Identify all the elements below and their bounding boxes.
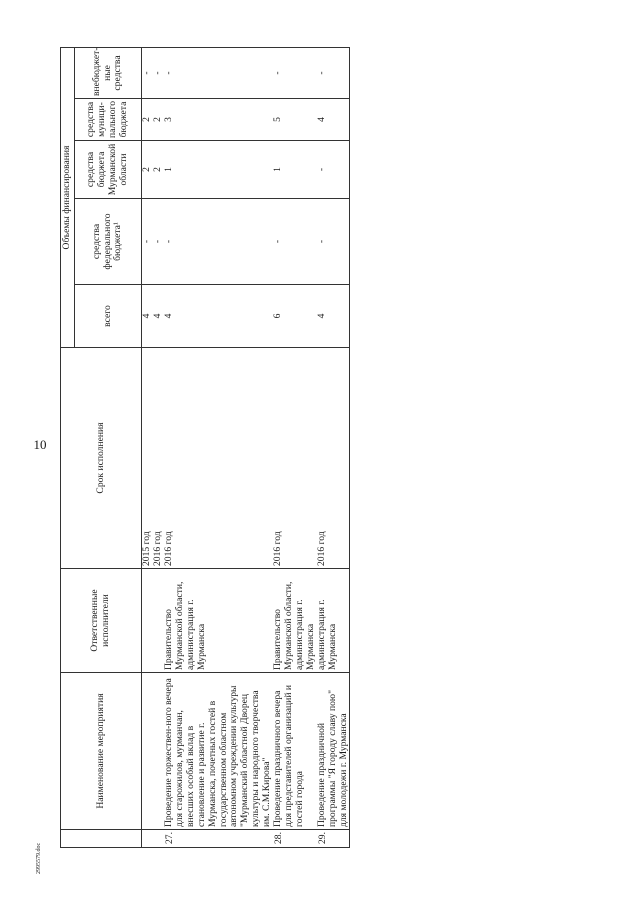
row-name: Проведение праздничной программы "Я городу славу пою" для молодежи г. Мурманска [317, 673, 350, 830]
row-municipal: 5 [273, 99, 317, 141]
municipal-2016: 2 [152, 117, 163, 122]
row-total: 4 [164, 285, 273, 348]
row-name: Проведение праздничного вечера для представителей организаций и гостей города [273, 673, 317, 830]
cell-municipal [142, 99, 165, 141]
page-number: 10 [33, 437, 47, 452]
row-number: 28. [273, 830, 317, 848]
funding-table [60, 47, 350, 848]
header-municipal: средства муници-пального бюджета [75, 99, 142, 141]
header-extra: внебюджет-ные средства [75, 47, 142, 98]
total-2016: 4 [152, 313, 163, 319]
table-row-27 [164, 47, 273, 847]
regional-2015: 2 [141, 167, 152, 172]
extra-2015: - [141, 71, 152, 75]
row-federal: - [164, 199, 273, 285]
header-name: Наименование мероприятия [61, 673, 142, 830]
row-federal: - [317, 199, 350, 285]
header-term: Срок исполнения [61, 348, 142, 569]
cell-name [142, 673, 165, 830]
cell-federal [142, 199, 165, 285]
row-number: 27. [164, 830, 273, 848]
row-number: 29. [317, 830, 350, 848]
row-regional: 1 [273, 141, 317, 199]
row-term: 2016 год [273, 348, 317, 569]
header-total: всего [75, 285, 142, 348]
row-extra: - [164, 47, 273, 98]
funding-table-rotated [60, 48, 580, 848]
row-municipal: 4 [317, 99, 350, 141]
term-2015: 2015 год [141, 531, 152, 566]
row-total: 6 [273, 285, 317, 348]
cell-extra [142, 47, 165, 98]
row-executors: администрация г. Мурманска [317, 569, 350, 673]
cell-regional [142, 141, 165, 199]
row-term: 2016 год [164, 348, 273, 569]
row-total: 4 [317, 285, 350, 348]
header-federal: средства федерального бюджета¹ [75, 199, 142, 285]
cell-number [142, 830, 165, 848]
table-row-continued [142, 47, 165, 847]
municipal-2015: 2 [141, 117, 152, 122]
federal-2015: - [141, 239, 152, 244]
header-row-1 [61, 47, 75, 847]
term-2016: 2016 год [152, 531, 163, 566]
cell-total [142, 285, 165, 348]
row-regional: 1 [164, 141, 273, 199]
header-executors: Ответственные исполнители [61, 569, 142, 673]
row-name: Проведение торжествен-ного вечера для старожилов, мурманчан, внесших особый вклад в становление и развитие г. Мурманска, почетных гостей в государственном областном автономном учреждении культуры "Мурманский областной Дворец культуры и народного творчества им. С.М.Кирова" [164, 673, 273, 830]
cell-term [142, 348, 165, 569]
row-municipal: 3 [164, 99, 273, 141]
regional-2016: 2 [152, 167, 163, 172]
cell-executors [142, 569, 165, 673]
row-term: 2016 год [317, 348, 350, 569]
file-stamp: 2995579.doc [36, 842, 42, 874]
table-row-28 [273, 47, 317, 847]
row-federal: - [273, 199, 317, 285]
row-regional: - [317, 141, 350, 199]
row-executors: Правительство Мурманской области, администрация г. Мурманска [164, 569, 273, 673]
header-regional: средства бюджета Мурманской области [75, 141, 142, 199]
row-extra: - [317, 47, 350, 98]
federal-2016: - [152, 239, 163, 244]
row-extra: - [273, 47, 317, 98]
header-number [61, 830, 142, 848]
header-funding-group: Объемы финансирования [61, 47, 75, 347]
extra-2016: - [152, 71, 163, 75]
table-row-29 [317, 47, 350, 847]
total-2015: 4 [141, 313, 152, 319]
row-executors: Правительство Мурманской области, администрация г. Мурманска [273, 569, 317, 673]
